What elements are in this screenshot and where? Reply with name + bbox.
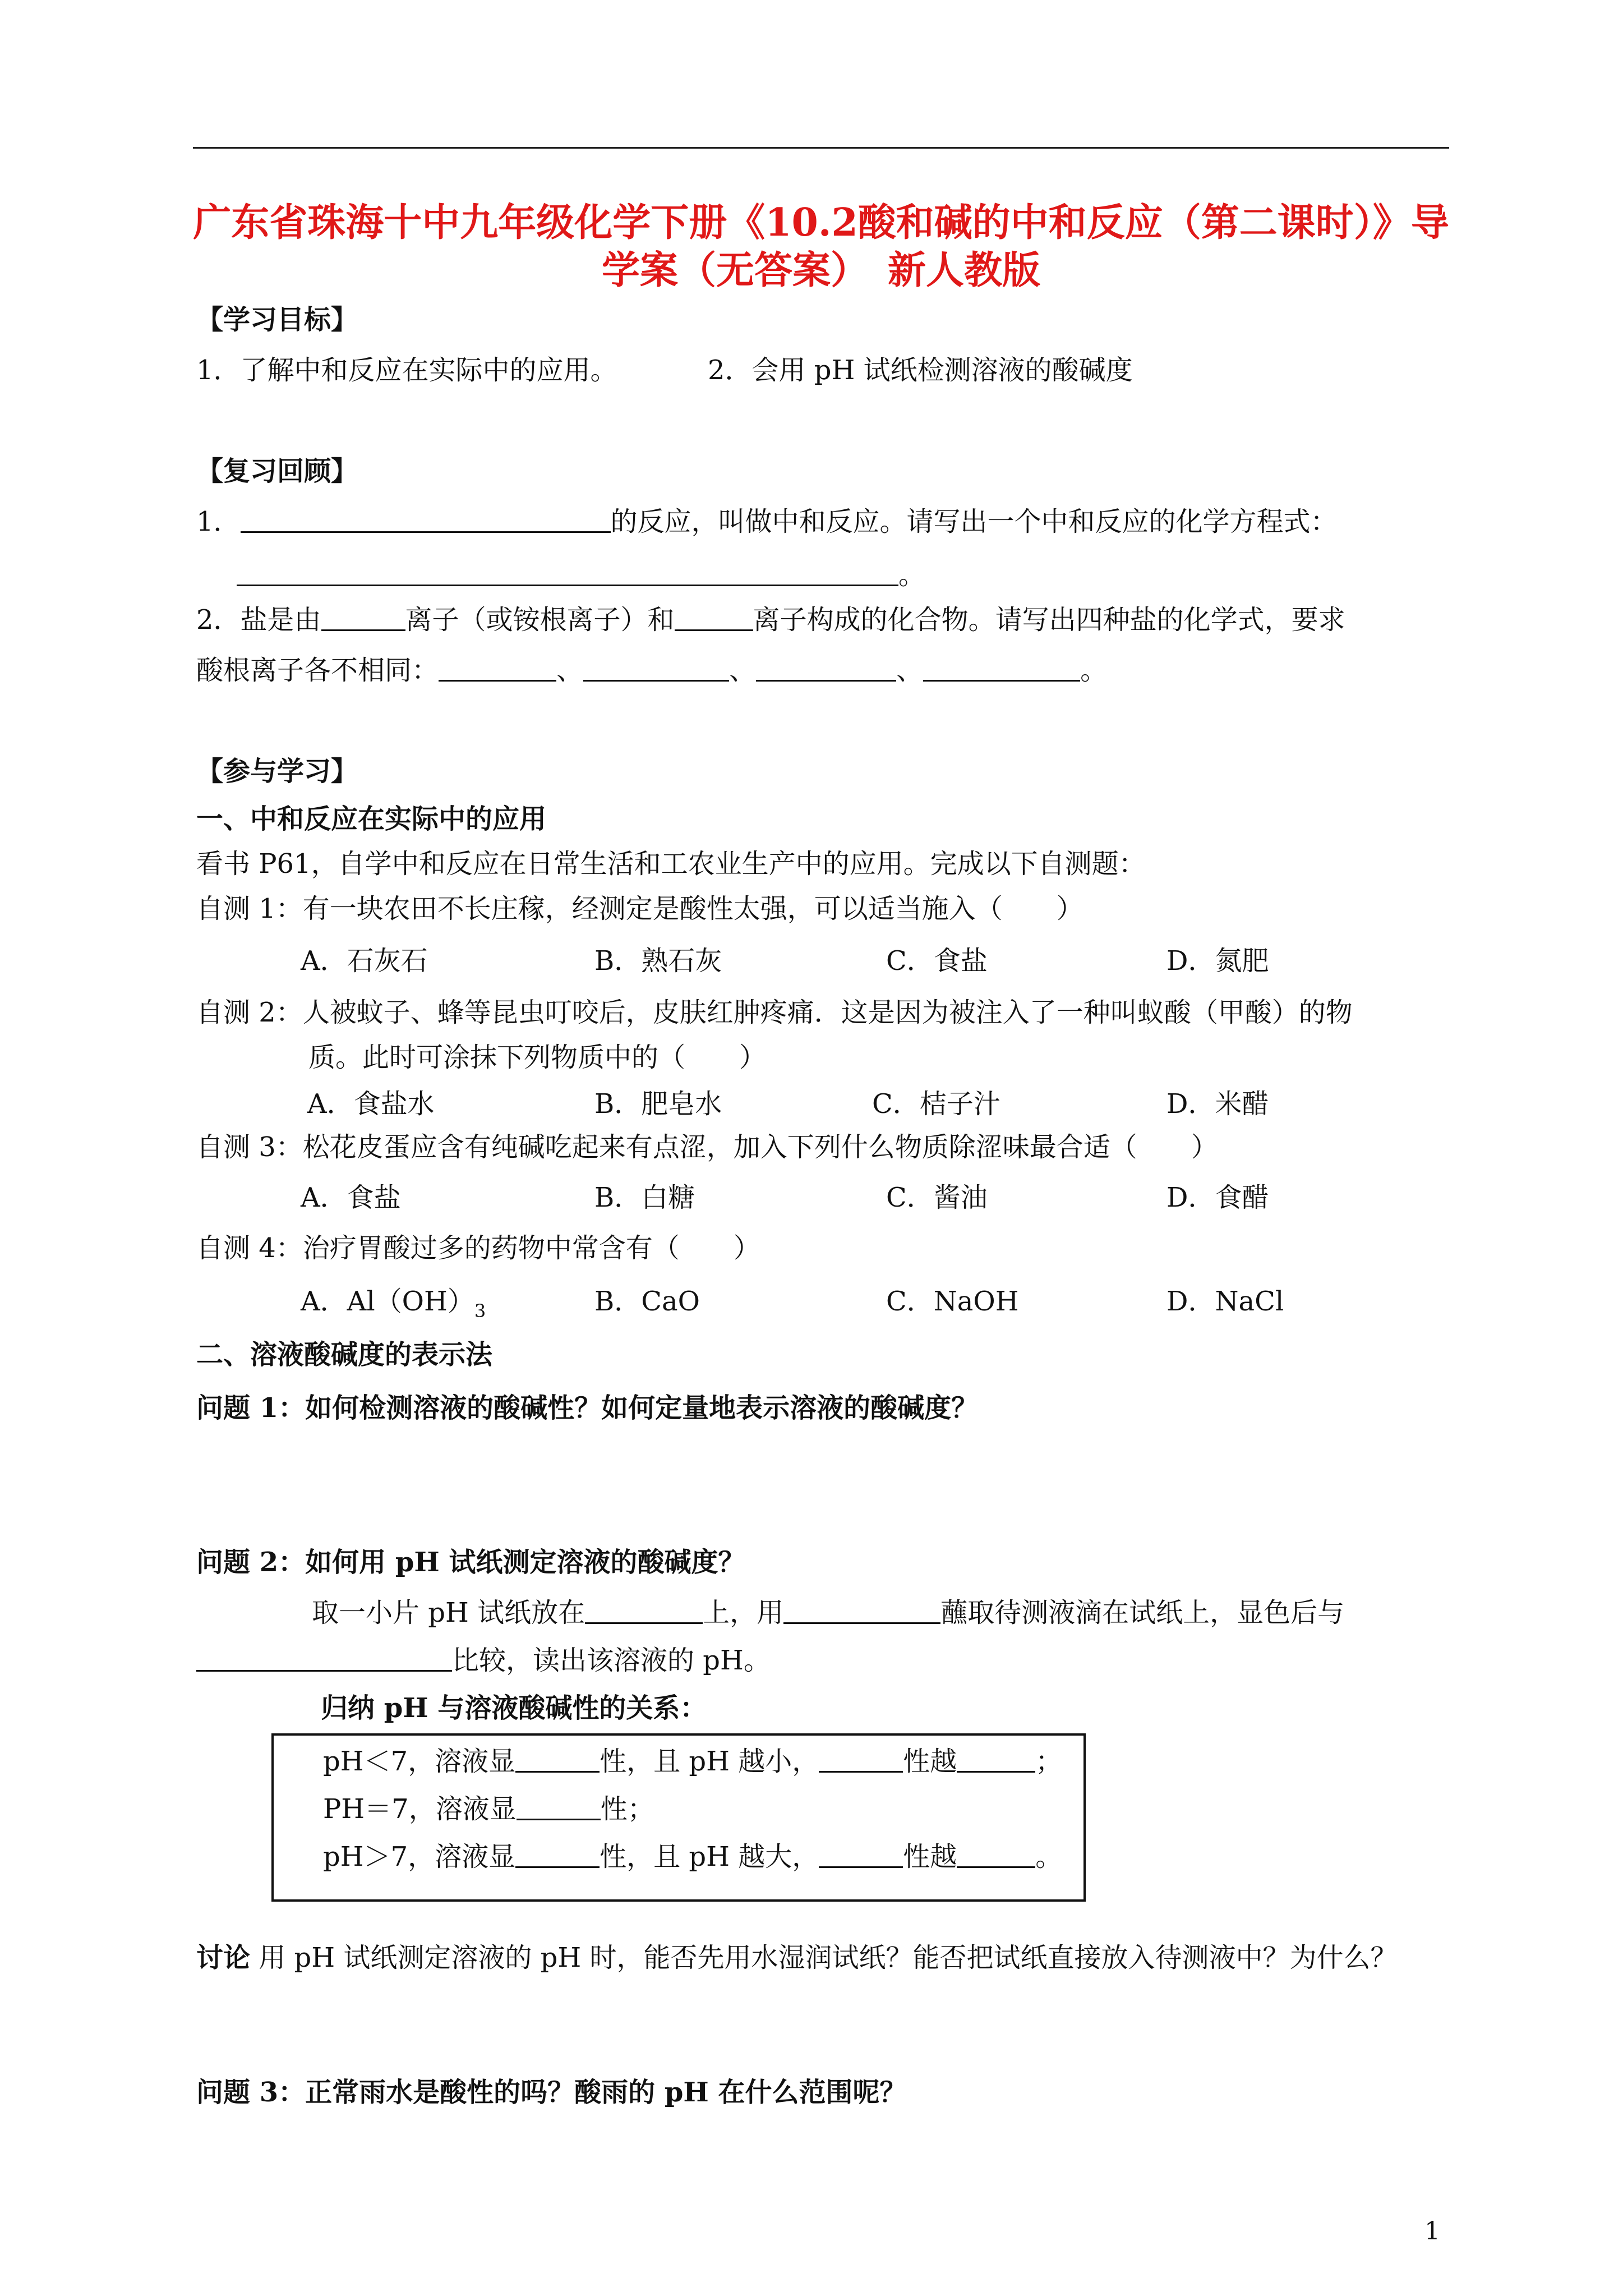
page-number: 1 (1424, 2217, 1440, 2246)
section1-intro: 看书 P61，自学中和反应在日常生活和工农业生产中的应用。完成以下自测题： (196, 848, 1146, 880)
question-3: 问题 3：正常雨水是酸性的吗？酸雨的 pH 在什么范围呢？ (196, 2077, 907, 2108)
review-q2-text-c: 离子构成的化合物。请写出四种盐的化学式，要求 (753, 604, 1345, 636)
fill-blank[interactable] (756, 655, 896, 682)
fill-blank[interactable] (515, 1842, 600, 1868)
equation-blank[interactable] (237, 560, 898, 586)
selftest-1-stem: 自测 1：有一块农田不长庄稼，经测定是酸性太强，可以适当施入（ ） (196, 893, 1083, 924)
goal-item-1: 1．了解中和反应在实际中的应用。 (196, 355, 617, 386)
goal-item-2: 2．会用 pH 试纸检测溶液的酸碱度 (708, 355, 1133, 386)
separator: 、 (896, 655, 924, 686)
fill-blank[interactable] (819, 1746, 903, 1773)
review-q2-text-b: 离子（或铵根离子）和 (405, 604, 675, 636)
q2-text-c: 蘸取待测液滴在试纸上，显色后与 (940, 1597, 1345, 1628)
question-2: 问题 2：如何用 pH 试纸测定溶液的酸碱度？ (196, 1547, 745, 1578)
fill-blank[interactable] (517, 1794, 601, 1820)
review-heading: 【复习回顾】 (196, 455, 358, 487)
fill-blank[interactable] (675, 605, 753, 631)
review-q1-line1 (196, 505, 1338, 539)
review-q2-text-d: 酸根离子各不相同： (196, 655, 439, 686)
q2-text-a: 取一小片 pH 试纸放在 (312, 1597, 585, 1628)
selftest-1-option-b[interactable]: B．熟石灰 (594, 945, 722, 977)
fill-blank[interactable] (585, 1598, 703, 1624)
fill-blank[interactable] (923, 655, 1080, 682)
discussion-text: 用 pH 试纸测定溶液的 pH 时，能否先用水湿润试纸？能否把试纸直接放入待测液中？为什么？ (250, 1942, 1398, 1973)
review-q2-line1 (196, 603, 1345, 637)
review-q1-number: 1． (196, 506, 241, 537)
ph-row-text: 性，且 pH 越小， (600, 1746, 819, 1777)
fill-blank[interactable] (957, 1842, 1035, 1868)
review-q1-end: 。 (898, 559, 926, 591)
selftest-4-option-a[interactable] (301, 1285, 486, 1328)
document-title-line2: 学案（无答案） 新人教版 (601, 248, 1040, 293)
question-2-line1 (312, 1596, 1344, 1630)
summary-heading: 归纳 pH 与溶液酸碱性的关系： (321, 1692, 707, 1724)
selftest-2-stem-cont: 质。此时可涂抹下列物质中的（ ） (308, 1042, 767, 1073)
selftest-2-option-d[interactable]: D．米醋 (1166, 1088, 1269, 1120)
selftest-1-option-d[interactable]: D．氮肥 (1166, 945, 1269, 977)
question-2-line2 (196, 1644, 771, 1677)
selftest-3-option-a[interactable]: A．食盐 (301, 1182, 401, 1213)
ph-row-text: PH＝7，溶液显 (323, 1793, 517, 1825)
selftest-3-option-d[interactable]: D．食醋 (1166, 1182, 1269, 1213)
selftest-4-option-d[interactable]: D．NaCl (1166, 1286, 1284, 1317)
ph-row-neutral (323, 1792, 654, 1826)
fill-blank[interactable] (583, 655, 729, 682)
review-q1-text: 的反应，叫做中和反应。请写出一个中和反应的化学方程式： (610, 506, 1338, 537)
review-q2-end: 。 (1080, 655, 1108, 686)
selftest-2-stem: 自测 2：人被蚊子、蜂等昆虫叮咬后，皮肤红肿疼痛．这是因为被注入了一种叫蚁酸（甲酸）的物 (196, 997, 1353, 1028)
q2-text-b: 上，用 (703, 1597, 784, 1628)
ph-row-text: 性； (600, 1793, 654, 1825)
review-q2-line2 (196, 654, 1107, 687)
option-a-formula: A．Al（OH） (301, 1286, 474, 1317)
review-q1-line2 (237, 558, 925, 592)
review-q2-text-a: 2．盐是由 (196, 604, 321, 636)
ph-row-text: 性越 (903, 1841, 957, 1872)
question-1: 问题 1：如何检测溶液的酸碱性？如何定量地表示溶液的酸碱度？ (196, 1392, 979, 1424)
ph-row-text: ； (1035, 1746, 1063, 1777)
ph-row-text: 。 (1035, 1841, 1063, 1872)
ph-row-text: 性越 (903, 1746, 957, 1777)
fill-blank[interactable] (957, 1746, 1035, 1773)
ph-row-basic (323, 1840, 1062, 1874)
selftest-2-option-b[interactable]: B．肥皂水 (594, 1088, 722, 1120)
ph-row-text: 性，且 pH 越大， (600, 1841, 819, 1872)
selftest-3-stem: 自测 3：松花皮蛋应含有纯碱吃起来有点涩，加入下列什么物质除涩味最合适（ ） (196, 1131, 1218, 1163)
selftest-1-option-c[interactable]: C．食盐 (886, 945, 988, 977)
fill-blank[interactable] (819, 1842, 903, 1868)
selftest-4-option-c[interactable]: C．NaOH (886, 1286, 1019, 1317)
fill-blank[interactable] (321, 605, 405, 631)
selftest-1-option-a[interactable]: A．石灰石 (301, 945, 428, 977)
participate-heading: 【参与学习】 (196, 756, 358, 787)
ph-row-text: pH＜7，溶液显 (323, 1746, 516, 1777)
fill-blank[interactable] (241, 507, 611, 533)
ph-row-text: pH＞7，溶液显 (323, 1841, 516, 1872)
selftest-4-stem: 自测 4：治疗胃酸过多的药物中常含有（ ） (196, 1232, 760, 1264)
selftest-2-option-c[interactable]: C．桔子汁 (872, 1088, 1000, 1120)
q2-text-d: 比较，读出该溶液的 pH。 (452, 1645, 771, 1676)
ph-row-acidic (323, 1745, 1062, 1778)
fill-blank[interactable] (439, 655, 556, 682)
discussion (196, 1941, 1397, 1975)
selftest-3-option-c[interactable]: C．酱油 (886, 1182, 988, 1213)
fill-blank[interactable] (783, 1598, 940, 1624)
document-title-line1: 广东省珠海十中九年级化学下册《10.2酸和碱的中和反应（第二课时）》导 (193, 200, 1449, 245)
selftest-3-option-b[interactable]: B．白糖 (594, 1182, 695, 1213)
section2-heading: 二、溶液酸碱度的表示法 (196, 1339, 493, 1370)
separator: 、 (556, 655, 584, 686)
selftest-2-option-a[interactable]: A．食盐水 (307, 1088, 435, 1120)
discussion-label: 讨论 (196, 1942, 251, 1973)
fill-blank[interactable] (196, 1645, 452, 1672)
goals-heading: 【学习目标】 (196, 304, 358, 335)
option-a-subscript: 3 (474, 1300, 486, 1322)
header-rule (193, 147, 1449, 149)
fill-blank[interactable] (515, 1746, 600, 1773)
selftest-4-option-b[interactable]: B．CaO (594, 1286, 700, 1317)
separator: 、 (729, 655, 757, 686)
section1-heading: 一、中和反应在实际中的应用 (196, 803, 547, 835)
